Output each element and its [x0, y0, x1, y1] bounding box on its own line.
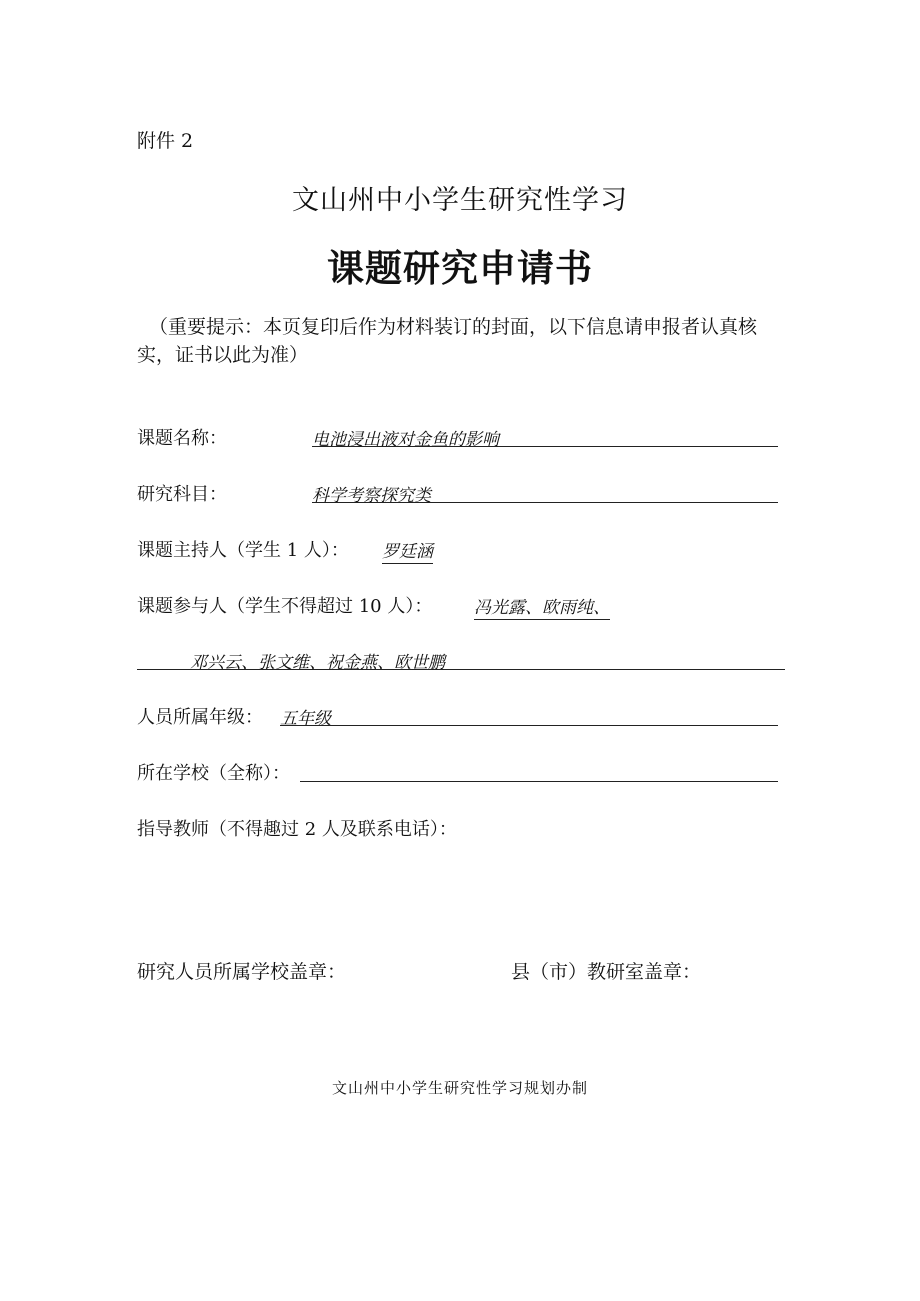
subject-label: 研究科目： — [137, 484, 227, 505]
topic-label: 课题名称： — [137, 428, 227, 449]
school-seal-label: 研究人员所属学校盖章： — [137, 961, 347, 983]
important-notice: （重要提示：本页复印后作为材料装订的封面，以下信息请申报者认真核实，证书以此为准） — [137, 316, 758, 366]
participants-underline — [137, 669, 785, 670]
page-title: 课题研究申请书 — [327, 247, 593, 290]
subject-underline — [312, 502, 778, 503]
participants-value-line1[interactable]: 冯光露、欧雨纯、 — [474, 593, 610, 620]
attachment-number: 附件 2 — [137, 130, 194, 152]
footer-issuer: 文山州中小学生研究性学习规划办制 — [331, 1079, 588, 1097]
school-label: 所在学校（全称）： — [137, 763, 290, 784]
topic-value[interactable]: 电池浸出液对金鱼的影响 — [312, 430, 499, 450]
grade-underline — [280, 725, 778, 726]
host-value[interactable]: 罗廷涵 — [382, 537, 433, 564]
school-underline — [300, 781, 778, 782]
participants-value-line2[interactable]: 邓兴云、张文维、祝金燕、欧世鹏 — [190, 653, 445, 673]
county-seal-label: 县（市）教研室盖章： — [511, 961, 702, 983]
title-line-1: 文山州中小学生研究性学习 — [292, 185, 628, 216]
topic-underline — [312, 446, 778, 447]
participants-label: 课题参与人（学生不得超过 10 人）： — [137, 596, 433, 617]
teacher-label: 指导教师（不得趣过 2 人及联系电话）： — [137, 819, 457, 840]
grade-label: 人员所属年级： — [137, 707, 263, 728]
subject-value[interactable]: 科学考察探究类 — [312, 486, 431, 506]
host-label: 课题主持人（学生 1 人）： — [137, 540, 349, 561]
grade-value[interactable]: 五年级 — [280, 709, 331, 729]
